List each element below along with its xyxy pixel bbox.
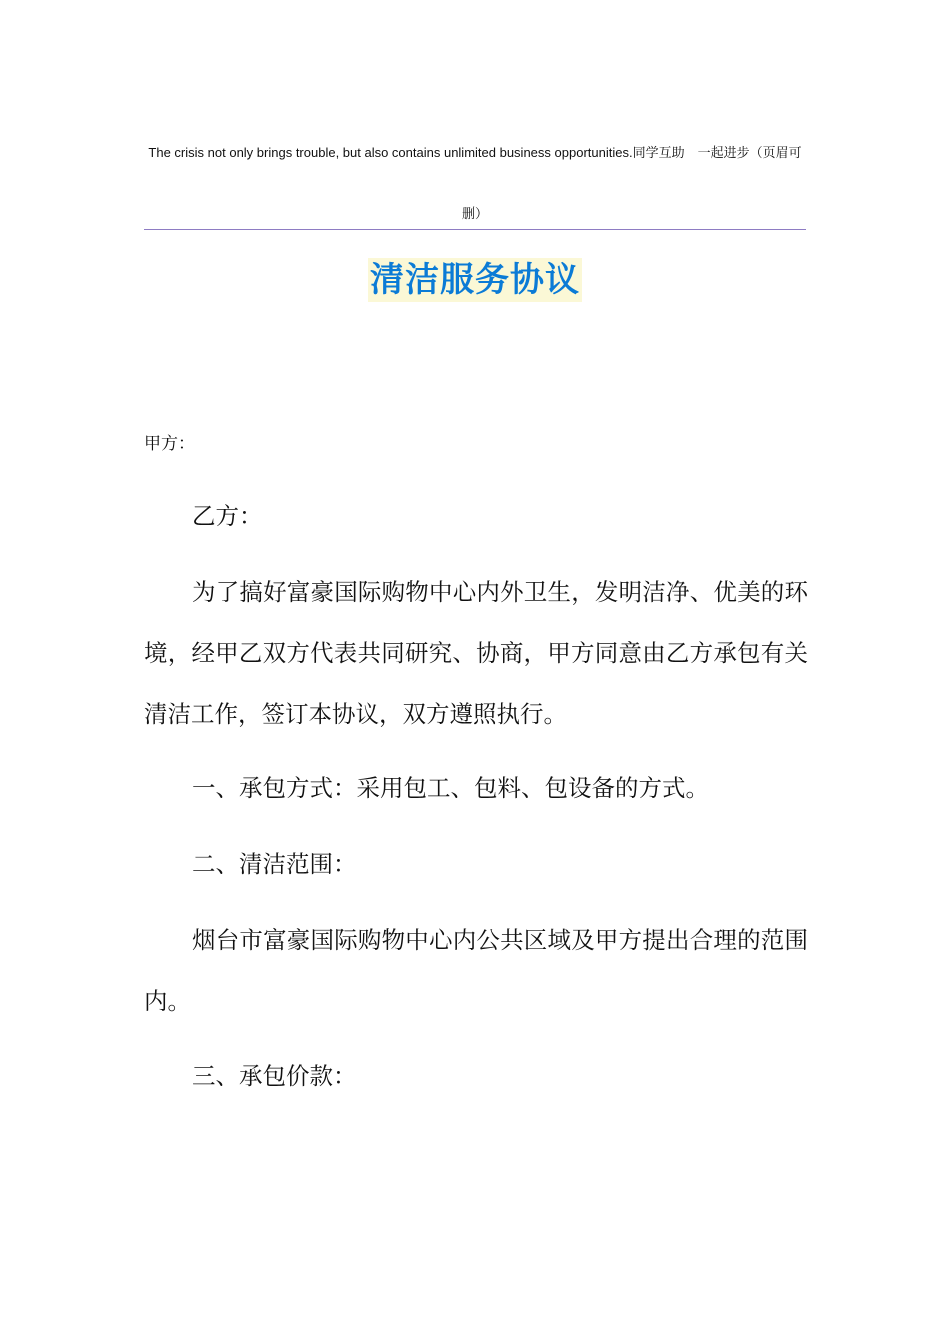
scope-paragraph: 烟台市富豪国际购物中心内公共区域及甲方提出合理的范围内。 [144,926,808,1015]
section-2-heading: 二、清洁范围： [192,850,357,878]
intro-paragraph: 为了搞好富豪国际购物中心内外卫生，发明洁净、优美的环境，经甲乙双方代表共同研究、协商，甲方同意由乙方承包有关清洁工作，签订本协议，双方遵照执行。 [144,578,808,728]
header-divider [144,229,806,230]
page-header: The crisis not only brings trouble, but also contains unlimited business opportunities.同学互助 一起进步（页眉可删） [148,145,802,221]
party-a-label: 甲方： [144,434,195,454]
section-1-contract-method: 一、承包方式：采用包工、包料、包设备的方式。 [192,774,709,802]
document-title: 清洁服务协议 [370,260,580,300]
title-container [0,258,950,302]
party-b-label: 乙方： [192,502,263,530]
section-3-heading: 三、承包价款： [192,1062,357,1090]
